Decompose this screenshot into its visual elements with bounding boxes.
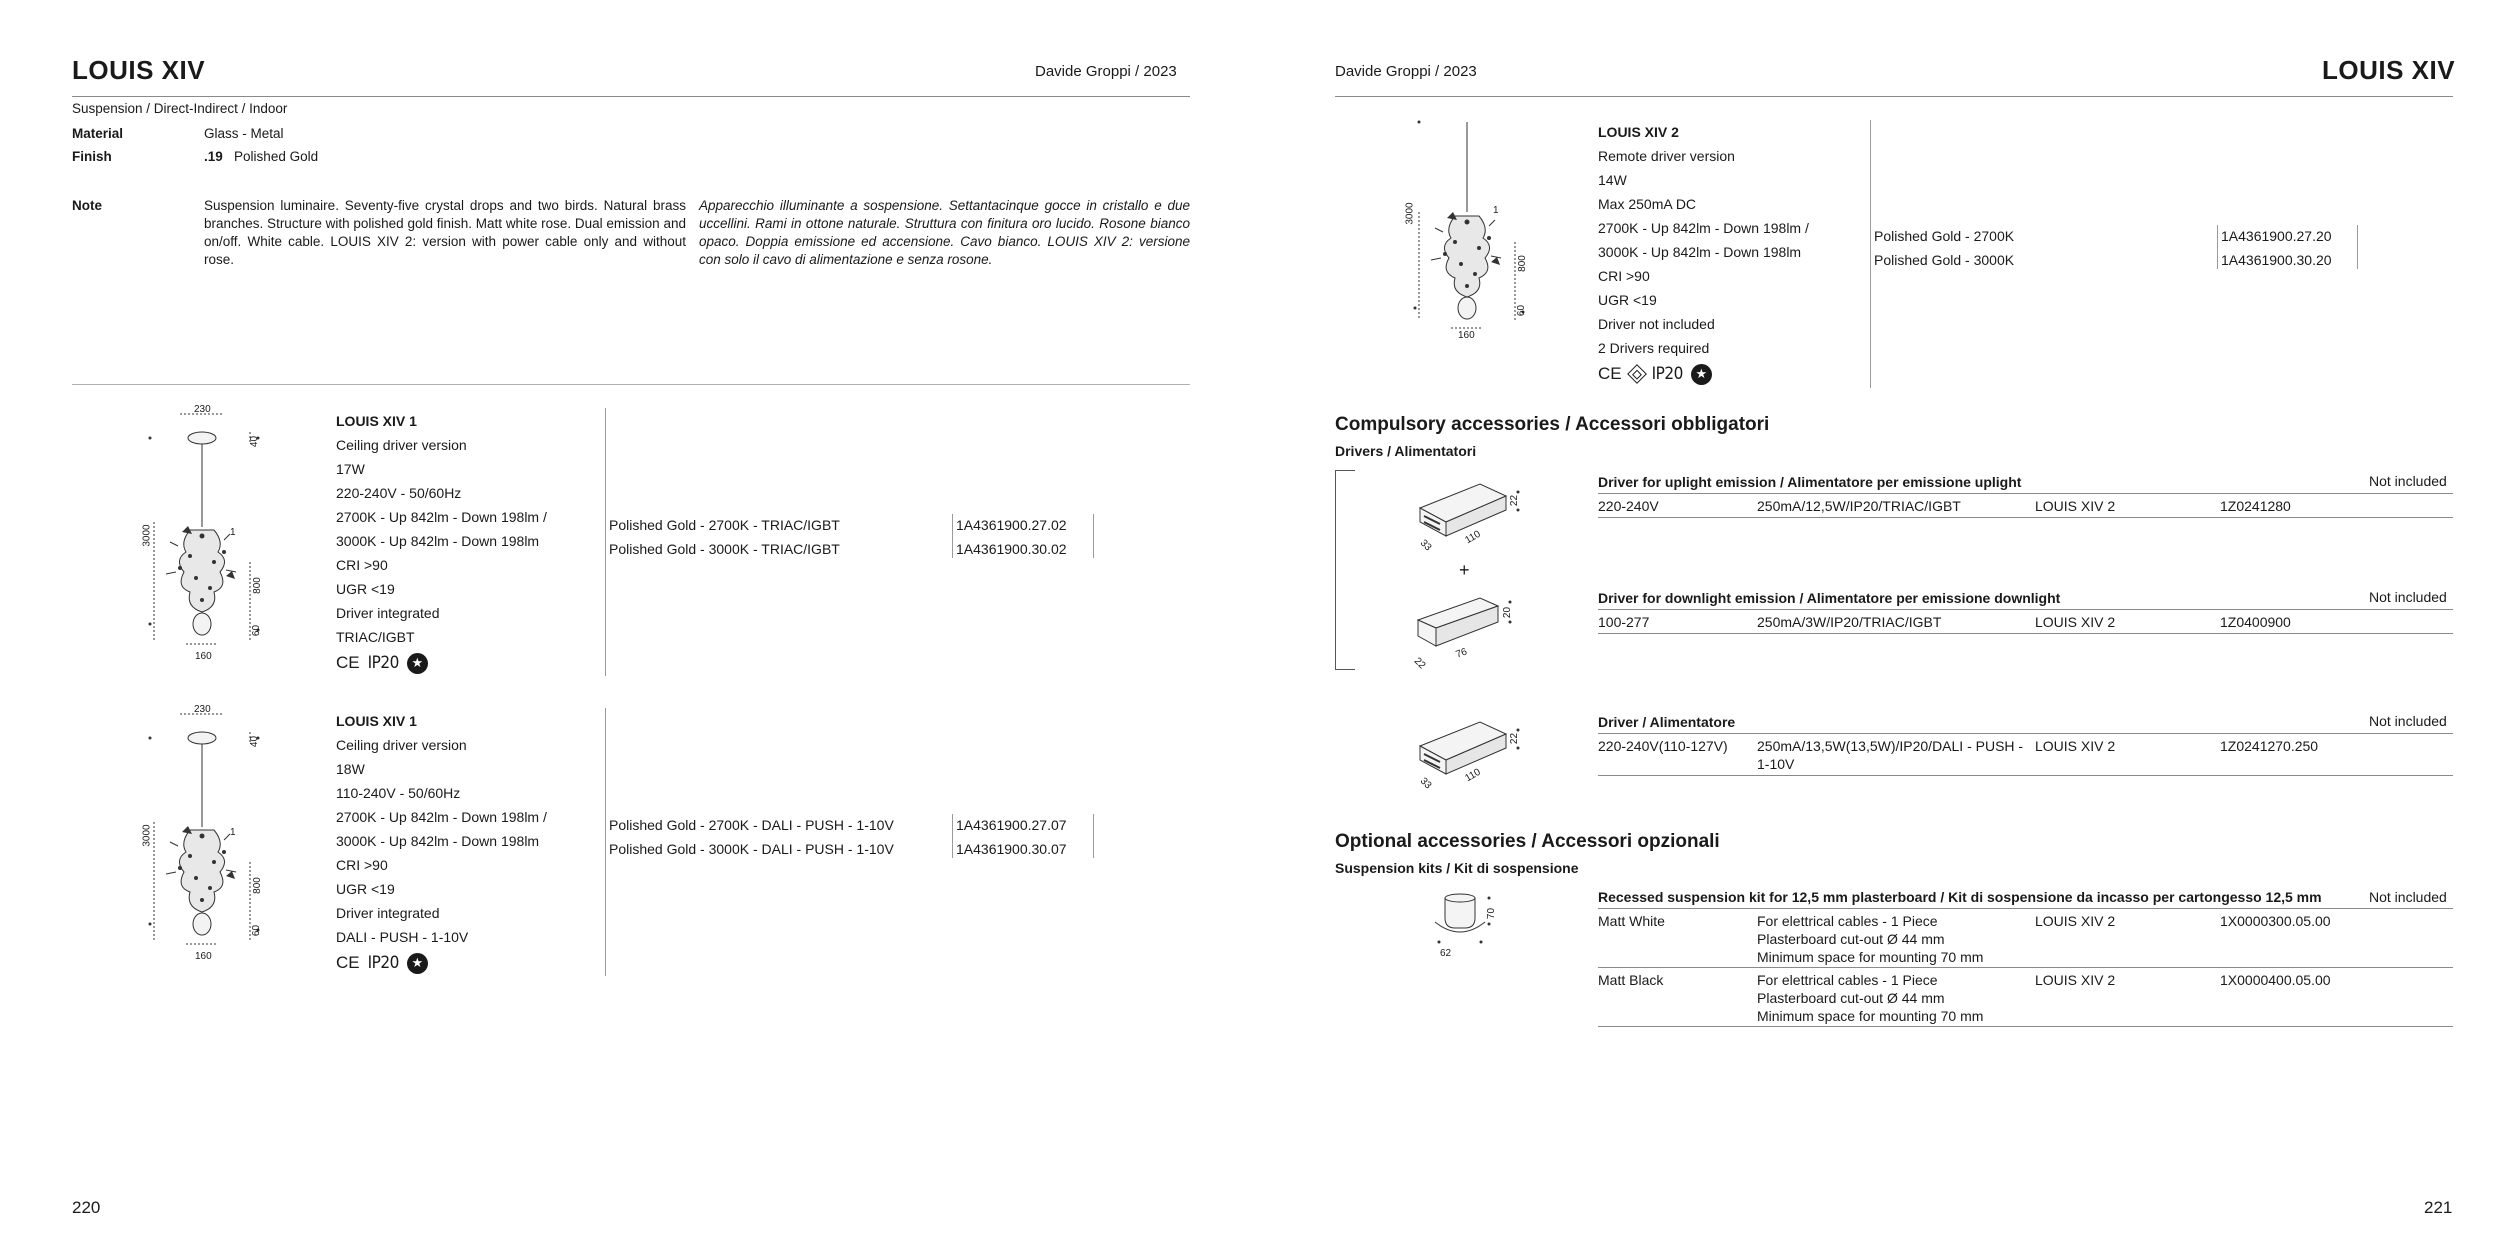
variant-desc: Polished Gold - 3000K - DALI - PUSH - 1-10V (609, 841, 894, 857)
row-divider (1598, 775, 2453, 776)
variant-desc: Polished Gold - 3000K (1874, 252, 2015, 268)
spec-line: UGR <19 (336, 881, 395, 897)
driver-code: 1Z0400900 (2220, 614, 2291, 630)
driver-spec: 250mA/13,5W(13,5W)/IP20/DALI - PUSH - 1-10V (1757, 738, 2024, 772)
bracket-divider (1335, 470, 1355, 670)
driver-voltage: 220-240V (1598, 498, 1659, 514)
row-divider (1598, 517, 2453, 518)
row-divider (1598, 609, 2453, 610)
column-divider (952, 814, 953, 858)
kit-product: LOUIS XIV 2 (2035, 913, 2116, 929)
section-divider (72, 384, 1190, 385)
spec-line: 17W (336, 461, 365, 477)
product-spec-list (336, 409, 547, 675)
page-number: 220 (72, 1198, 101, 1217)
dim-length: 3000 (141, 824, 153, 847)
kit-detail-line: For elettrical cables - 1 Piece (1757, 972, 1938, 988)
spec-line: Driver integrated (336, 605, 440, 621)
driver-spec: 250mA/3W/IP20/TRIAC/IGBT (1757, 614, 1942, 630)
variant-code: 1A4361900.27.20 (2221, 228, 2332, 244)
driver-spec: 250mA/12,5W/IP20/TRIAC/IGBT (1757, 498, 1961, 514)
dim-top: 230 (194, 704, 211, 715)
dim-height: 22 (1509, 494, 1521, 507)
product-name: LOUIS XIV 1 (336, 713, 417, 729)
designer-credit: Davide Groppi / 2023 (1035, 63, 1177, 80)
product-spec-list (336, 709, 547, 975)
spec-line: 2 Drivers required (1598, 340, 1710, 356)
dim-body: 800 (251, 577, 263, 594)
dim-bottom: 60 (251, 924, 263, 937)
dim-width: 110 (1463, 528, 1483, 547)
row-divider (1598, 733, 2453, 734)
kit-detail-line: Minimum space for mounting 70 mm (1757, 1008, 1984, 1024)
page-number: 221 (2424, 1198, 2453, 1217)
dim-bottom: 60 (251, 624, 263, 637)
suspension-kit-icon (1425, 890, 1505, 960)
spec-line: DALI - PUSH - 1-10V (336, 929, 469, 945)
dim-height: 20 (1502, 606, 1514, 619)
variant-code: 1A4361900.30.02 (956, 541, 1067, 557)
finish-name: Polished Gold (234, 149, 319, 164)
row-divider (1598, 633, 2453, 634)
variant-desc: Polished Gold - 3000K - TRIAC/IGBT (609, 541, 840, 557)
variant-row (609, 513, 840, 561)
spec-line: Remote driver version (1598, 148, 1735, 164)
material-value: Glass - Metal (204, 126, 284, 141)
variant-row (1874, 224, 2014, 272)
row-divider (1598, 493, 2453, 494)
page-title: LOUIS XIV (2322, 55, 2456, 85)
spec-line: 3000K - Up 842lm - Down 198lm (336, 833, 540, 849)
product-subtitle: Suspension / Direct-Indirect / Indoor (72, 101, 288, 116)
column-divider (1093, 514, 1094, 558)
spec-line: 2700K - Up 842lm - Down 198lm / (336, 809, 547, 825)
dim-bottom: 60 (1516, 304, 1528, 317)
kit-code: 1X0000400.05.00 (2220, 972, 2331, 988)
dim-top: 230 (194, 404, 211, 415)
driver-product: LOUIS XIV 2 (2035, 498, 2116, 514)
spec-line: UGR <19 (1598, 292, 1657, 308)
row-divider (1598, 1026, 2453, 1027)
dim-width: 160 (1458, 330, 1475, 341)
note-label: Note (72, 198, 102, 213)
kit-detail-line: Minimum space for mounting 70 mm (1757, 949, 1984, 965)
row-divider (1598, 967, 2453, 968)
compulsory-heading: Compulsory accessories / Accessori obbligatori (1335, 414, 1770, 435)
double-insulation-icon (1627, 364, 1647, 384)
kit-color: Matt Black (1598, 972, 1664, 988)
spec-line: 220-240V - 50/60Hz (336, 485, 462, 501)
dim-rose: 40 (249, 735, 261, 748)
not-included-label: Not included (2369, 713, 2447, 729)
material-label: Material (72, 126, 124, 141)
designer-credit: Davide Groppi / 2023 (1335, 63, 1477, 80)
spec-line: UGR <19 (336, 581, 395, 597)
variant-code: 1A4361900.27.07 (956, 817, 1067, 833)
star-badge-icon: ★ (1691, 364, 1712, 385)
spec-line: Ceiling driver version (336, 737, 467, 753)
optional-subheading: Suspension kits / Kit di sospensione (1335, 860, 1579, 876)
spec-line: 14W (1598, 172, 1627, 188)
variant-codes (956, 813, 1067, 861)
certification-marks (1598, 362, 1809, 386)
header-divider (1335, 96, 2453, 97)
variant-desc: Polished Gold - 2700K (1874, 228, 2015, 244)
spec-line: CRI >90 (336, 557, 388, 573)
dim-height: 22 (1509, 732, 1521, 745)
column-divider (605, 408, 606, 676)
column-divider (605, 708, 606, 976)
note-italian: Apparecchio illuminante a sospensione. Settantacinque gocce in cristallo e due uccellini. Rami in ottone naturale. Struttura con finitura oro lucido. Rosone bianco opaco. Doppia emissione ed accensione. Cavo bianco. LOUIS XIV 2: versione con solo il cavo di alimentazione e senza rosone. (699, 198, 1190, 267)
dim-depth: 33 (1417, 537, 1434, 554)
spec-line: 2700K - Up 842lm - Down 198lm / (336, 509, 547, 525)
finish-code: .19 (204, 149, 223, 164)
product-name: LOUIS XIV 2 (1598, 124, 1679, 140)
ip-rating: IP20 (1651, 364, 1683, 384)
driver-group-title: Driver / Alimentatore (1598, 714, 1736, 730)
ce-mark-icon: CE (336, 953, 360, 972)
kit-color: Matt White (1598, 913, 1665, 929)
certification-marks (336, 951, 547, 975)
variant-desc: Polished Gold - 2700K - DALI - PUSH - 1-10V (609, 817, 894, 833)
dim-height: 70 (1486, 907, 1498, 920)
header-divider (72, 96, 1190, 97)
spec-line: 2700K - Up 842lm - Down 198lm / (1598, 220, 1809, 236)
product-name: LOUIS XIV 1 (336, 413, 417, 429)
variant-codes (2221, 224, 2332, 272)
spec-line: 3000K - Up 842lm - Down 198lm (1598, 244, 1802, 260)
compulsory-subheading: Drivers / Alimentatori (1335, 443, 1477, 459)
driver-code: 1Z0241280 (2220, 498, 2291, 514)
spec-line: 18W (336, 761, 365, 777)
spec-line: Driver not included (1598, 316, 1715, 332)
column-divider (1870, 120, 1871, 388)
finish-label: Finish (72, 149, 112, 164)
kit-detail-line: For elettrical cables - 1 Piece (1757, 913, 1938, 929)
kit-details (1757, 971, 1983, 1025)
spec-line: 110-240V - 50/60Hz (336, 785, 461, 801)
variant-code: 1A4361900.30.07 (956, 841, 1067, 857)
certification-marks (336, 651, 547, 675)
driver-product: LOUIS XIV 2 (2035, 738, 2116, 754)
kit-detail-line: Plasterboard cut-out Ø 44 mm (1757, 990, 1945, 1006)
driver-group-title: Driver for downlight emission / Alimentatore per emissione downlight (1598, 590, 2061, 606)
dim-branch: 1 (230, 527, 236, 538)
spec-line: Driver integrated (336, 905, 440, 921)
dim-depth: 22 (1411, 655, 1428, 672)
dim-width: 62 (1440, 948, 1452, 959)
ip-rating: IP20 (367, 953, 399, 973)
ip-rating: IP20 (367, 653, 399, 673)
star-badge-icon: ★ (407, 953, 428, 974)
column-divider (2357, 225, 2358, 269)
page-title: LOUIS XIV (72, 55, 206, 85)
dim-length: 3000 (141, 524, 153, 547)
column-divider (2217, 225, 2218, 269)
row-divider (1598, 908, 2453, 909)
driver-group-title: Driver for uplight emission / Alimentatore per emissione uplight (1598, 474, 2022, 490)
dim-width: 160 (195, 651, 212, 662)
ce-mark-icon: CE (336, 653, 360, 672)
dim-width: 160 (195, 951, 212, 962)
dim-depth: 33 (1417, 775, 1434, 792)
variant-code: 1A4361900.27.02 (956, 517, 1067, 533)
spec-line: Max 250mA DC (1598, 196, 1697, 212)
column-divider (1093, 814, 1094, 858)
dim-width: 76 (1454, 646, 1469, 661)
driver-code: 1Z0241270.250 (2220, 738, 2319, 754)
dim-body: 800 (1516, 255, 1528, 272)
kit-details (1757, 912, 1983, 966)
driver-voltage: 100-277 (1598, 614, 1650, 630)
dim-branch: 1 (230, 827, 236, 838)
dim-width: 110 (1463, 766, 1483, 785)
spec-line: CRI >90 (1598, 268, 1650, 284)
spec-line: TRIAC/IGBT (336, 629, 415, 645)
dim-length: 3000 (1404, 202, 1416, 225)
plus-sign: + (1459, 560, 1470, 580)
variant-row (609, 813, 894, 861)
kit-group-title: Recessed suspension kit for 12,5 mm plasterboard / Kit di sospensione da incasso per cartongesso 12,5 mm (1598, 889, 2322, 905)
kit-detail-line: Plasterboard cut-out Ø 44 mm (1757, 931, 1945, 947)
column-divider (952, 514, 953, 558)
not-included-label: Not included (2369, 473, 2447, 489)
not-included-label: Not included (2369, 589, 2447, 605)
variant-code: 1A4361900.30.20 (2221, 252, 2332, 268)
driver-voltage: 220-240V(110-127V) (1598, 738, 1728, 754)
note-english: Suspension luminaire. Seventy-five crystal drops and two birds. Natural brass branches. Structure with polished gold finish. Matt white rose. Dual emission and on/off. White cable. LOUIS XIV 2: version with power cable only and without rose. (204, 198, 686, 267)
spec-line: 3000K - Up 842lm - Down 198lm (336, 533, 540, 549)
kit-code: 1X0000300.05.00 (2220, 913, 2331, 929)
not-included-label: Not included (2369, 889, 2447, 905)
product-spec-list (1598, 120, 1809, 386)
dim-branch: 1 (1493, 205, 1499, 216)
driver-product: LOUIS XIV 2 (2035, 614, 2116, 630)
ce-mark-icon: CE (1598, 364, 1622, 383)
dim-rose: 40 (249, 435, 261, 448)
variant-desc: Polished Gold - 2700K - TRIAC/IGBT (609, 517, 840, 533)
finish-value (204, 148, 318, 166)
kit-product: LOUIS XIV 2 (2035, 972, 2116, 988)
star-badge-icon: ★ (407, 653, 428, 674)
spec-line: CRI >90 (336, 857, 388, 873)
dim-body: 800 (251, 877, 263, 894)
optional-heading: Optional accessories / Accessori opzionali (1335, 831, 1720, 852)
variant-codes (956, 513, 1067, 561)
spec-line: Ceiling driver version (336, 437, 467, 453)
